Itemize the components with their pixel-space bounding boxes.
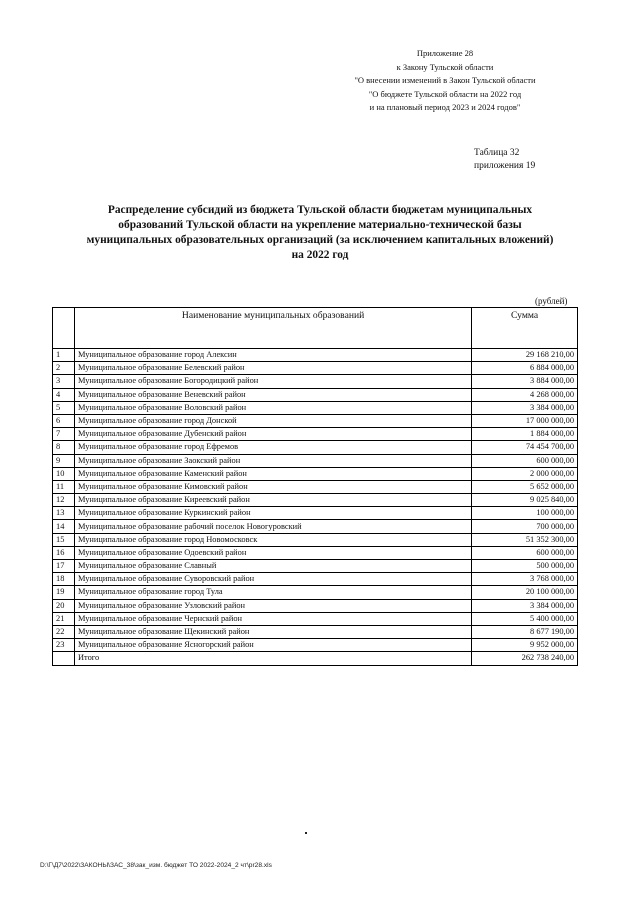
header-number [53,308,75,349]
row-sum: 700 000,00 [472,520,578,533]
appendix-line: и на плановый период 2023 и 2024 годов" [369,102,521,112]
total-label: Итого [74,652,471,665]
table-row [53,349,578,362]
table-row [53,573,578,586]
row-name: Муниципальное образование Богородицкий район [74,375,471,388]
row-name: Муниципальное образование город Новомосковск [74,533,471,546]
table-row [53,454,578,467]
row-number: 2 [53,362,75,375]
row-number: 9 [53,454,75,467]
row-name: Муниципальное образование Каменский район [74,467,471,480]
table-row [53,612,578,625]
table-row [53,362,578,375]
row-name: Муниципальное образование рабочий поселок Новогуровский [74,520,471,533]
row-number: 19 [53,586,75,599]
table-ref-line: приложения 19 [474,161,536,171]
table-row [53,520,578,533]
header-sum: Сумма [472,308,578,349]
row-name: Муниципальное образование Дубенский район [74,428,471,441]
row-number: 7 [53,428,75,441]
row-name: Муниципальное образование Узловский район [74,599,471,612]
row-number: 21 [53,612,75,625]
table-row [53,441,578,454]
row-sum: 20 100 000,00 [472,586,578,599]
table-row [53,625,578,638]
row-number: 18 [53,573,75,586]
row-sum: 8 677 190,00 [472,625,578,638]
row-name: Муниципальное образование Киреевский район [74,494,471,507]
row-name: Муниципальное образование Заокский район [74,454,471,467]
row-number: 5 [53,401,75,414]
row-sum: 2 000 000,00 [472,467,578,480]
table-row [53,546,578,559]
row-sum: 17 000 000,00 [472,414,578,427]
table-row [53,414,578,427]
row-name: Муниципальное образование Белевский район [74,362,471,375]
row-sum: 5 652 000,00 [472,480,578,493]
table-row [53,586,578,599]
document-title [75,203,565,263]
table-row [53,480,578,493]
table-row [53,428,578,441]
appendix-line: "О бюджете Тульской области на 2022 год [368,88,522,99]
file-path: D:\Г\Д7\2022\ЗАКОНЫ\ЗАС_38\зак_изм. бюджет ТО 2022-2024_2 чт\pr28.xls [40,862,272,869]
title-line: на 2022 год [291,249,349,261]
row-sum: 100 000,00 [472,507,578,520]
row-sum: 29 168 210,00 [472,349,578,362]
table-header-row [53,308,578,349]
table-row [53,599,578,612]
row-number: 4 [53,388,75,401]
row-name: Муниципальное образование Щекинский район [74,625,471,638]
row-name: Муниципальное образование Веневский район [74,388,471,401]
table-ref-line: Таблица 32 [474,148,520,158]
row-sum: 51 352 300,00 [472,533,578,546]
row-sum: 3 384 000,00 [472,401,578,414]
table-reference [474,147,535,173]
row-name: Муниципальное образование город Донской [74,414,471,427]
total-sum: 262 738 240,00 [472,652,578,665]
appendix-line: к Закону Тульской области [396,61,494,72]
title-line: Распределение субсидий из бюджета Тульской области бюджетам муниципальных [107,204,533,216]
row-name: Муниципальное образование город Алексин [74,349,471,362]
row-number: 23 [53,639,75,652]
row-sum: 74 454 700,00 [472,441,578,454]
row-number: 20 [53,599,75,612]
row-sum: 5 400 000,00 [472,612,578,625]
row-number: 6 [53,414,75,427]
appendix-line: Приложение 28 [416,48,474,58]
row-name: Муниципальное образование Кимовский район [74,480,471,493]
scan-mark [305,832,307,834]
appendix-header [330,47,560,115]
row-number: 10 [53,467,75,480]
table-row [53,467,578,480]
table-row [53,507,578,520]
row-name: Муниципальное образование Чернский район [74,612,471,625]
row-number: 11 [53,480,75,493]
row-number: 14 [53,520,75,533]
row-number: 17 [53,560,75,573]
total-number [53,652,75,665]
units-label: (рублей) [535,296,568,306]
appendix-line: "О внесении изменений в Закон Тульской области [354,75,536,85]
row-number: 8 [53,441,75,454]
table-row [53,533,578,546]
total-row [53,652,578,665]
row-number: 13 [53,507,75,520]
row-name: Муниципальное образование Одоевский район [74,546,471,559]
row-sum: 3 884 000,00 [472,375,578,388]
row-number: 3 [53,375,75,388]
row-sum: 500 000,00 [472,560,578,573]
row-name: Муниципальное образование город Тула [74,586,471,599]
row-number: 12 [53,494,75,507]
table-row [53,560,578,573]
row-name: Муниципальное образование Воловский район [74,401,471,414]
title-line: образований Тульской области на укрепление материально-технической базы [118,219,522,231]
table-row [53,375,578,388]
row-name: Муниципальное образование Куркинский район [74,507,471,520]
table-row [53,388,578,401]
title-line: муниципальных образовательных организаций (за исключением капитальных вложений) [86,234,554,246]
row-number: 15 [53,533,75,546]
table-row [53,401,578,414]
row-sum: 9 025 840,00 [472,494,578,507]
row-sum: 600 000,00 [472,546,578,559]
row-sum: 3 768 000,00 [472,573,578,586]
row-name: Муниципальное образование город Ефремов [74,441,471,454]
row-number: 1 [53,349,75,362]
row-name: Муниципальное образование Славный [74,560,471,573]
row-sum: 600 000,00 [472,454,578,467]
row-number: 16 [53,546,75,559]
row-sum: 6 884 000,00 [472,362,578,375]
row-name: Муниципальное образование Ясногорский район [74,639,471,652]
subsidy-table [52,307,578,666]
table-row [53,494,578,507]
row-sum: 3 384 000,00 [472,599,578,612]
row-sum: 4 268 000,00 [472,388,578,401]
row-name: Муниципальное образование Суворовский район [74,573,471,586]
row-sum: 9 952 000,00 [472,639,578,652]
row-sum: 1 884 000,00 [472,428,578,441]
header-name: Наименование муниципальных образований [74,308,471,349]
row-number: 22 [53,625,75,638]
table-row [53,639,578,652]
